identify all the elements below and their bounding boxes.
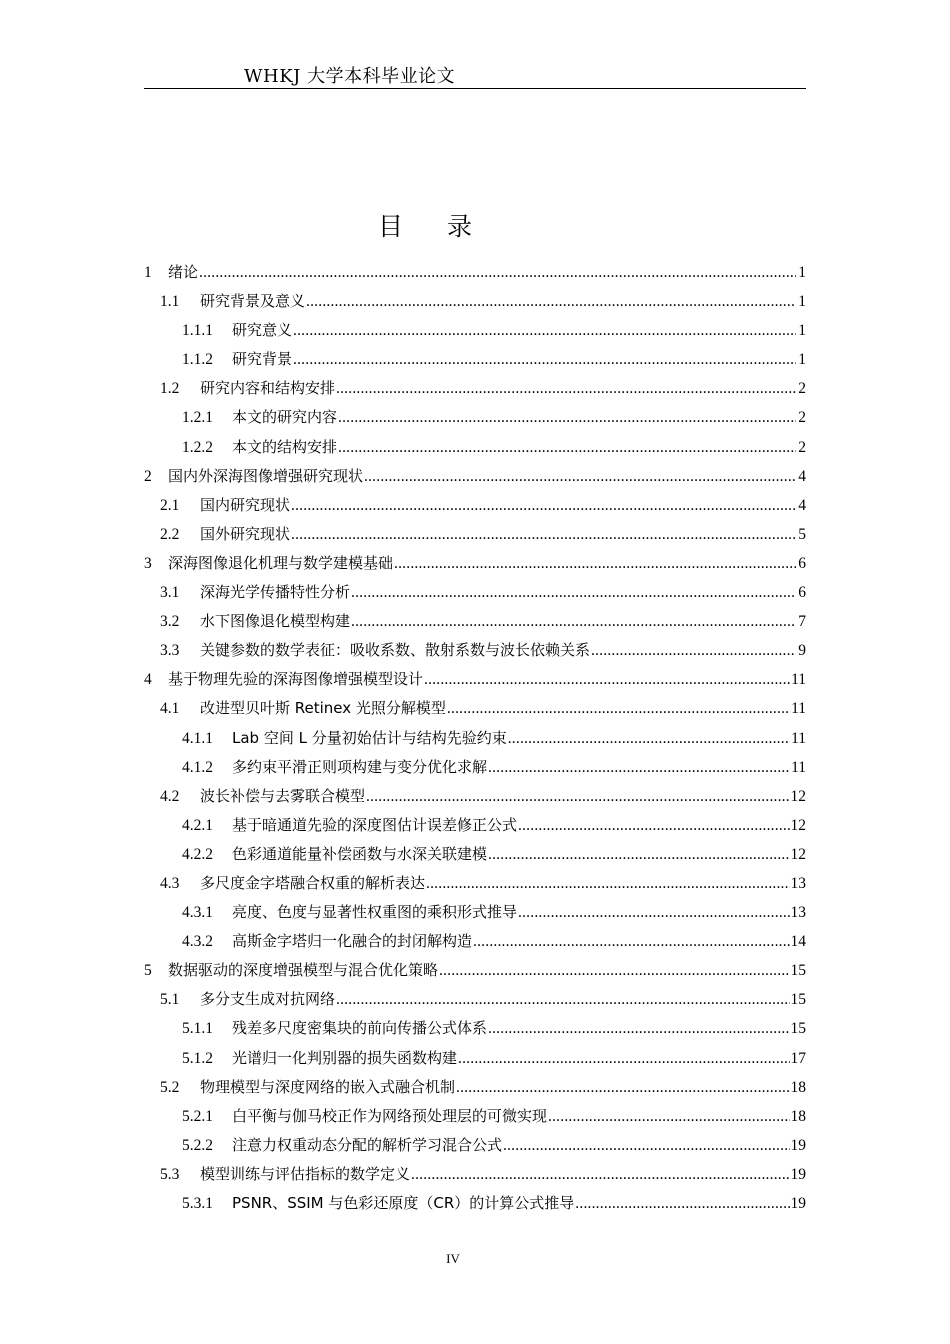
toc-entry-label: 本文的结构安排 [232,437,338,456]
toc-entry[interactable] [144,985,806,1014]
toc-entry-page: 6 [798,584,806,602]
toc-entry-page: 11 [791,700,806,718]
toc-entry-label: 关键参数的数学表征：吸收系数、散射系数与波长依赖关系 [200,641,591,660]
toc-entry-number: 5.1.2 [182,1049,213,1067]
toc-entry-label: 绪论 [168,263,199,281]
toc-entry[interactable] [144,1014,806,1043]
toc-dot-leader [426,869,789,898]
toc-entry-page: 15 [790,991,806,1009]
toc-dot-leader [338,433,796,462]
toc-entry-label: 深海图像退化机理与数学建模基础 [168,553,394,572]
toc-entry-page: 15 [790,1020,806,1038]
toc-entry-label: 深海光学传播特性分析 [200,583,351,602]
toc-entry-number: 2 [144,467,152,485]
toc-entry-label: 多分支生成对抗网络 [200,990,336,1009]
table-of-contents [144,258,806,1218]
toc-dot-leader [336,374,796,403]
toc-entry-page: 13 [790,874,806,892]
toc-entry-label: 研究背景 [232,350,293,369]
toc-dot-leader [411,1160,789,1189]
toc-entry-page: 18 [790,1078,806,1096]
toc-entry-label: 光谱归一化判别器的损失函数构建 [232,1048,458,1067]
toc-entry[interactable] [144,1044,806,1073]
page-header [144,60,806,89]
toc-entry[interactable] [144,287,806,316]
toc-entry[interactable] [144,927,806,956]
toc-entry-label: 基于物理先验的深海图像增强模型设计 [168,670,424,689]
toc-entry-number: 2.2 [160,525,180,543]
toc-entry[interactable] [144,316,806,345]
toc-entry-page: 5 [798,525,806,543]
toc-entry[interactable] [144,898,806,927]
toc-entry[interactable] [144,258,806,287]
toc-entry-label: 色彩通道能量补偿函数与水深关联建模 [232,844,488,863]
toc-entry-number: 1.2.2 [182,438,213,456]
toc-dot-leader [488,1014,789,1043]
toc-entry[interactable] [144,491,806,520]
toc-entry-page: 19 [790,1195,806,1212]
toc-entry[interactable] [144,636,806,665]
toc-entry-label: 波长补偿与去雾联合模型 [200,786,366,805]
toc-entry-number: 1.1.1 [182,322,213,340]
toc-entry-label: 本文的研究内容 [232,408,338,427]
toc-entry[interactable] [144,724,806,753]
toc-entry-page: 12 [790,816,806,834]
toc-entry-label: 注意力权重动态分配的解析学习混合公式 [232,1135,503,1154]
toc-dot-leader [439,956,789,985]
toc-entry-number: 1.2.1 [182,409,213,427]
toc-entry[interactable] [144,1102,806,1131]
toc-entry[interactable] [144,956,806,985]
header-title: WHKJ 大学本科毕业论文 [244,66,456,87]
toc-entry-number: 4 [144,671,152,689]
toc-entry[interactable] [144,782,806,811]
toc-dot-leader [338,403,796,432]
toc-entry-page: 11 [791,729,806,747]
toc-dot-leader [447,694,790,723]
toc-entry-number: 1 [144,264,152,281]
toc-entry-number: 4.2.2 [182,845,213,863]
toc-entry-label: 数据驱动的深度增强模型与混合优化策略 [168,961,439,980]
toc-entry-number: 4.1.2 [182,758,213,776]
toc-dot-leader [291,520,796,549]
toc-dot-leader [293,316,796,345]
toc-entry-label: 模型训练与评估指标的数学定义 [200,1164,411,1183]
toc-entry-page: 14 [790,933,806,951]
toc-entry-label: 白平衡与伽马校正作为网络预处理层的可微实现 [232,1106,548,1125]
toc-entry[interactable] [144,549,806,578]
toc-dot-leader [548,1102,789,1131]
toc-entry-number: 1.1.2 [182,351,213,369]
toc-dot-leader [458,1044,789,1073]
toc-entry-number: 1.1 [160,293,180,311]
toc-entry[interactable] [144,694,806,723]
toc-dot-leader [293,345,796,374]
toc-entry-label: PSNR、SSIM 与色彩还原度（CR）的计算公式推导 [232,1194,575,1212]
toc-entry-number: 3.2 [160,613,180,631]
toc-dot-leader [518,898,789,927]
toc-entry[interactable] [144,462,806,491]
toc-dot-leader [199,258,796,287]
toc-entry-page: 6 [798,554,806,572]
toc-entry-label: 研究内容和结构安排 [200,379,336,398]
toc-entry-page: 17 [790,1049,806,1067]
toc-entry-page: 7 [798,613,806,631]
toc-entry-page: 19 [790,1136,806,1154]
toc-entry-number: 4.3 [160,874,180,892]
toc-entry-number: 3.1 [160,584,180,602]
toc-dot-leader [518,811,789,840]
toc-entry-page: 19 [790,1165,806,1183]
toc-entry-page: 2 [798,380,806,398]
toc-entry-label: 高斯金字塔归一化融合的封闭解构造 [232,932,473,951]
toc-entry-number: 5.1 [160,991,180,1009]
toc-entry-number: 5.2 [160,1078,180,1096]
toc-entry-page: 18 [790,1107,806,1125]
toc-dot-leader [394,549,796,578]
toc-entry-page: 4 [798,496,806,514]
toc-entry-label: 残差多尺度密集块的前向传播公式体系 [232,1019,488,1038]
toc-entry[interactable] [144,1189,806,1218]
toc-dot-leader [336,985,789,1014]
toc-dot-leader [351,607,796,636]
toc-entry-page: 1 [798,351,806,369]
toc-entry[interactable] [144,840,806,869]
toc-dot-leader [366,782,789,811]
toc-dot-leader [503,1131,789,1160]
toc-entry-label: 国内外深海图像增强研究现状 [168,466,364,485]
toc-entry-number: 5.3.1 [182,1195,213,1212]
toc-entry-label: 国外研究现状 [200,524,291,543]
toc-entry-page: 9 [798,642,806,660]
toc-entry-label: 水下图像退化模型构建 [200,612,351,631]
toc-entry-number: 5.3 [160,1165,180,1183]
toc-entry-page: 1 [798,322,806,340]
toc-entry[interactable] [144,520,806,549]
toc-dot-leader [456,1073,789,1102]
toc-entry[interactable] [144,607,806,636]
toc-entry-label: 亮度、色度与显著性权重图的乘积形式推导 [232,903,518,922]
toc-entry-number: 3.3 [160,642,180,660]
toc-entry-number: 5.2.1 [182,1107,213,1125]
toc-dot-leader [473,927,789,956]
toc-entry-page: 12 [790,787,806,805]
toc-entry-number: 1.2 [160,380,180,398]
toc-entry[interactable] [144,753,806,782]
toc-title: 目 录 [378,212,490,241]
toc-dot-leader [591,636,796,665]
page-number: IV [446,1251,460,1266]
toc-entry-number: 3 [144,554,152,572]
toc-entry-number: 4.3.2 [182,933,213,951]
toc-entry[interactable] [144,1131,806,1160]
toc-entry-page: 11 [791,758,806,776]
toc-entry-number: 5 [144,962,152,980]
toc-entry[interactable] [144,403,806,432]
toc-dot-leader [291,491,796,520]
toc-dot-leader [351,578,796,607]
toc-entry-page: 4 [798,467,806,485]
toc-entry-label: 国内研究现状 [200,495,291,514]
toc-entry-number: 2.1 [160,496,180,514]
toc-entry[interactable] [144,433,806,462]
toc-entry[interactable] [144,665,806,694]
toc-entry-page: 13 [790,904,806,922]
toc-dot-leader [488,753,790,782]
toc-entry-label: Lab 空间 L 分量初始估计与结构先验约束 [232,728,507,747]
toc-entry[interactable] [144,1073,806,1102]
toc-entry-number: 4.1.1 [182,729,213,747]
toc-entry-page: 2 [798,438,806,456]
toc-entry-label: 多约束平滑正则项构建与变分优化求解 [232,757,488,776]
toc-entry[interactable] [144,1160,806,1189]
toc-entry-page: 1 [798,293,806,311]
toc-entry-label: 研究背景及意义 [200,292,306,311]
toc-entry-number: 4.1 [160,700,180,718]
toc-entry-label: 改进型贝叶斯 Retinex 光照分解模型 [200,699,446,718]
toc-entry-number: 4.2.1 [182,816,213,834]
toc-entry[interactable] [144,374,806,403]
toc-dot-leader [575,1189,789,1218]
toc-entry[interactable] [144,345,806,374]
toc-dot-leader [364,462,796,491]
toc-entry-page: 15 [790,962,806,980]
toc-entry-label: 基于暗通道先验的深度图估计误差修正公式 [232,815,518,834]
toc-dot-leader [424,665,790,694]
toc-dot-leader [488,840,789,869]
toc-entry-label: 多尺度金字塔融合权重的解析表达 [200,873,426,892]
toc-entry-label: 物理模型与深度网络的嵌入式融合机制 [200,1077,456,1096]
toc-entry-page: 11 [791,671,806,689]
toc-entry[interactable] [144,811,806,840]
toc-entry-page: 2 [798,409,806,427]
toc-entry-number: 5.1.1 [182,1020,213,1038]
toc-dot-leader [306,287,796,316]
toc-entry-number: 4.2 [160,787,180,805]
toc-entry-number: 4.3.1 [182,904,213,922]
toc-dot-leader [508,724,790,753]
toc-entry-page: 1 [798,264,806,281]
toc-entry-page: 12 [790,845,806,863]
toc-entry[interactable] [144,869,806,898]
toc-entry-number: 5.2.2 [182,1136,213,1154]
toc-entry[interactable] [144,578,806,607]
toc-entry-label: 研究意义 [232,321,293,340]
